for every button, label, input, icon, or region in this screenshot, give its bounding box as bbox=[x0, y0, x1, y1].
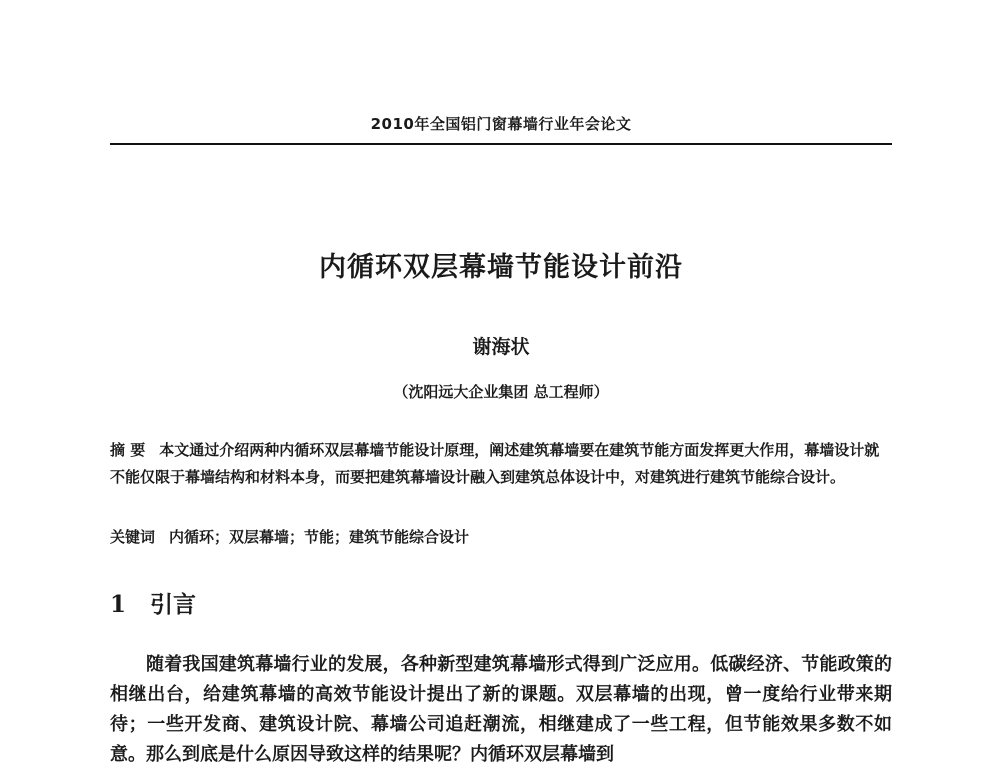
running-header: 2010年全国铝门窗幕墙行业年会论文 bbox=[370, 115, 632, 133]
keywords bbox=[110, 525, 892, 549]
abstract-text: 本文通过介绍两种内循环双层幕墙节能设计原理，阐述建筑幕墙要在建筑节能方面发挥更大作用，幕墙设计就不能仅限于幕墙结构和材料本身，而要把建筑幕墙设计融入到建筑总体设计中，对建筑进行建筑节能综合设计。 bbox=[110, 441, 880, 486]
paper-title: 内循环双层幕墙节能设计前沿 bbox=[319, 252, 683, 283]
keywords-label: 关键词 bbox=[110, 528, 156, 546]
author-affiliation: （沈阳远大企业集团 总工程师） bbox=[393, 383, 609, 401]
abstract-label: 摘 要 bbox=[110, 441, 146, 459]
section-number: 1 bbox=[110, 591, 127, 618]
header-rule bbox=[110, 143, 892, 145]
abstract bbox=[110, 437, 892, 491]
body-paragraph: 随着我国建筑幕墙行业的发展，各种新型建筑幕墙形式得到广泛应用。低碳经济、节能政策的相继出台，给建筑幕墙的高效节能设计提出了新的课题。双层幕墙的出现，曾一度给行业带来期待；一些开发商、建筑设计院、幕墙公司追赶潮流，相继建成了一些工程，但节能效果多数不如意。那么到底是什么原因导致这样的结果呢？内循环双层幕墙到 bbox=[110, 654, 892, 765]
author-name: 谢海状 bbox=[472, 336, 530, 358]
keywords-text: 内循环；双层幕墙；节能；建筑节能综合设计 bbox=[169, 528, 470, 546]
section-title: 引言 bbox=[150, 592, 196, 618]
section-heading bbox=[110, 586, 196, 619]
